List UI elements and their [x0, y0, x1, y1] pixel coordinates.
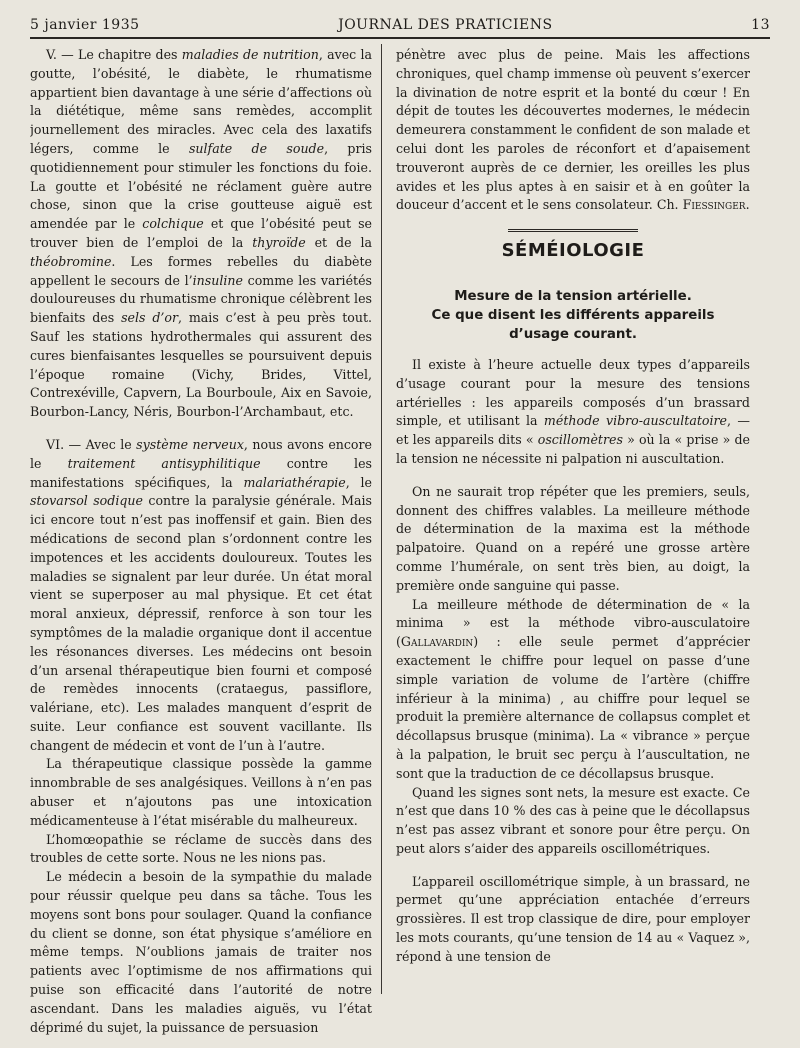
paragraph-two-types: Il existe à l’heure actuelle deux types d’appareils d’usage courant pour la mesure des tensions artérielles : les appareils composés d’un brassard simple, et utilisant la méthode vibro-auscultatoire, — et les appareils dits « oscillomètres » où la « prise » de la tension ne nécessite ni palpation ni auscultation.	[396, 356, 750, 466]
header-journal-title: JOURNAL DES PRATICIENS	[338, 17, 553, 33]
paragraph-nervous-system: VI. — Avec le système nerveux, nous avons encore le traitement antisyphilitique contre les manifestations spécifiques, la malariathérapie, le stovarsol sodique contre la paralysie générale. Mais ici encore tout n’est pas inoffensif et gain. Bien des médications de second plan s’ordonnent contre les impotences et les accidents douloureux. Toutes les maladies se signalent par leur durée. Un état moral vient se superposer au mal physique. Et cet état moral anxieux, dépressif, renforce à son tour les symptômes de la maladie organique dont il accentue les résonances diverses. Les médecins ont besoin d’un arsenal thérapeutique bien fourni et composé de remèdes innocents (crataegus, passiflore, valériane, etc). Les malades manquent d’esprit de suite. Leur confiance est souvent vacillante. Ils changent de médecin et vont de l’un à l’autre.	[30, 436, 372, 753]
section-separator	[508, 229, 638, 232]
page-header	[30, 14, 770, 36]
paragraph-signs: Quand les signes sont nets, la mesure est exacte. Ce n’est que dans 10 % des cas à peine que le décollapsus n’est pas assez vibrant et sonore pour être perçu. On peut alors s’aider des appareils oscillométriques.	[396, 784, 750, 856]
paragraph-homeopathy: L’homœopathie se réclame de succès dans des troubles de cette sorte. Nous ne les nions pas.	[30, 831, 372, 866]
article-title: Mesure de la tension artérielle. Ce que disent les différents appareils d’usage courant.	[431, 288, 715, 342]
paragraph-continuation: pénètre avec plus de peine. Mais les affections chroniques, quel champ immense où peuvent s’exercer la divination de notre esprit et la bonté du cœur ! En dépit de toutes les découvertes modernes, le médecin demeurera constamment le confident de son malade et celui dont les paroles de réconfort et d’apaisement trouveront auprès de ce dernier, les oreilles les plus avides et les plus aptes à en saisir et à en goûter la douceur d’accent et le sens consolateur. Ch. Fiessinger.	[396, 47, 750, 213]
left-column	[30, 46, 372, 1036]
paragraph-maxima: On ne saurait trop répéter que les premiers, seuls, donnent des chiffres valables. La meilleure méthode de détermination de la maxima est la méthode palpatoire. Quand on a repéré une grosse artère comme l’humérale, on sent très bien, au doigt, la première onde sanguine qui passe.	[396, 483, 750, 593]
column-divider	[381, 44, 382, 994]
paragraph-analgesics: La thérapeutique classique possède la gamme innombrable de ses analgésiques. Veillons à n’en pas abuser et n’ajoutons pas une intoxication médicamenteuse à l’état misérable du malheureux.	[30, 756, 372, 828]
author-signature: Ch. Fiessinger.	[656, 197, 750, 213]
header-rule	[30, 37, 770, 39]
paragraph-nutrition: V. — Le chapitre des maladies de nutrition, avec la goutte, l’obésité, le diabète, le rhumatisme appartient bien davantage à une série d’affections où la diététique, même sans remèdes, accomplit journellement des miracles. Avec cela des laxatifs légers, comme le sulfate de soude, pris quotidiennement pour stimuler les fonctions du foie. La goutte et l’obésité ne réclament guère autre chose, sinon que la crise goutteuse aiguë est amendée par le colchique et que l’obésité peut se trouver bien de l’emploi de la thyroïde et de la théobromine. Les formes rebelles du diabète appellent le secours de l’insuline comme les variétés douloureuses du rhumatisme chronique célèbrent les bienfaits des sels d’or, mais c’est à peu près tout. Sauf les stations hydrothermales qui assurent des cures bienfaisantes lesquelles se poursuivent depuis l’époque romaine (Vichy, Brides, Vittel, Contrexéville, Capvern, La Bourboule, Aix en Savoie, Bourbon-Lancy, Néris, Bourbon-l’Archambaut, etc.	[30, 47, 372, 420]
paragraph-minima: La meilleure méthode de détermination de « la minima » est la méthode vibro-ausculatoire (Gallavardin) : elle seule permet d’apprécier exactement le chiffre pour lequel on passe d’une simple variation de volume de l’artère (chiffre inférieur à la minima) , au chiffre pour lequel se produit la première alternance de collapsus complet et décollapsus brusque (minima). La « vibrance » perçue à la palpation, le bruit sec perçu à l’auscultation, ne sont que la traduction de ce décollapsus brusque.	[396, 596, 750, 781]
right-column	[396, 46, 750, 1036]
header-page-number: 13	[751, 17, 770, 33]
paragraph-oscillometer: L’appareil oscillométrique simple, à un brassard, ne permet qu’une appréciation entachée d’erreurs grossières. Il est trop classique de dire, pour employer les mots courants, qu’une tension de 14 au « Vaquez », répond à une tension de	[396, 873, 750, 964]
paragraph-sympathy: Le médecin a besoin de la sympathie du malade pour réussir quelque peu dans sa tâche. Tous les moyens sont bons pour soulager. Quand la confiance du client se donne, son état physique s’améliore en même temps. N’oublions jamais de traiter nos patients avec l’optimisme de nos affirmations qui puise son efficacité dans l’autorité de notre ascendant. Dans les maladies aiguës, vu l’état déprimé du sujet, la puissance de persuasion	[30, 869, 372, 1035]
section-title: SÉMÉIOLOGIE	[501, 240, 645, 262]
header-date: 5 janvier 1935	[30, 17, 140, 33]
